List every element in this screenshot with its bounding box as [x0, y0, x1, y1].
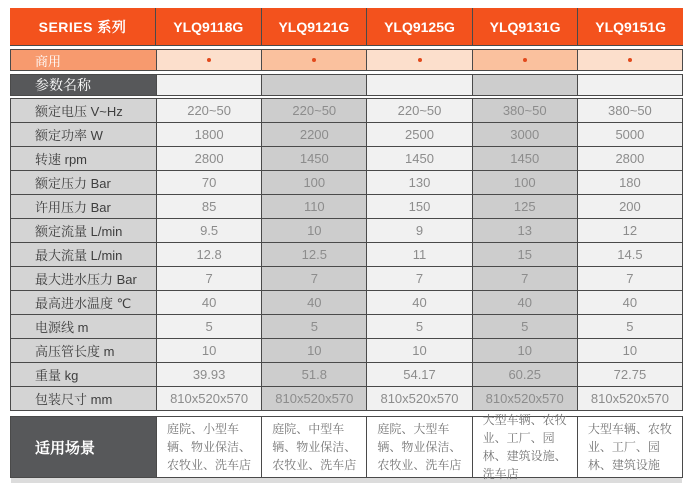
spec-value-r12-c3-text: 810x520x570 [485, 391, 564, 406]
spec-label-text: 额定电压 V~Hz [35, 104, 123, 119]
param-header-filler-1 [261, 75, 366, 95]
spec-row-2 [10, 147, 683, 171]
spec-value-r0-c1 [261, 99, 366, 122]
model-header-YLQ9151G-text: YLQ9151G [595, 18, 667, 35]
spec-value-r10-c4-text: 10 [622, 343, 638, 358]
commercial-row [10, 49, 683, 71]
spec-value-r12-c1-text: 810x520x570 [275, 391, 354, 406]
spec-value-r5-c0-text: 9.5 [200, 223, 219, 238]
spec-value-r2-c2 [366, 147, 471, 170]
series-label: SERIES 系列 [38, 18, 127, 35]
model-header-YLQ9118G [155, 8, 261, 45]
spec-label-text: 重量 kg [35, 368, 79, 383]
spec-value-r11-c3-text: 60.25 [508, 367, 541, 382]
spec-value-r1-c3 [472, 123, 577, 146]
spec-value-r5-c3 [472, 219, 577, 242]
spec-value-r6-c3 [472, 243, 577, 266]
table-bottom-shadow [11, 478, 682, 483]
spec-value-r8-c3 [472, 291, 577, 314]
spec-label-12 [11, 387, 156, 410]
scenario-cell-0-text: 庭院、小型车辆、物业保洁、农牧业、洗车店 [167, 422, 252, 472]
spec-value-r9-c0-text: 5 [205, 319, 213, 334]
spec-value-r0-c1-text: 220~50 [292, 103, 337, 118]
spec-value-r3-c3 [472, 171, 577, 194]
spec-row-1 [10, 123, 683, 147]
model-header-YLQ9131G [472, 8, 578, 45]
spec-label-text: 转速 rpm [35, 152, 88, 167]
spec-value-r7-c1 [261, 267, 366, 290]
model-header-YLQ9131G-text: YLQ9131G [489, 18, 561, 35]
scenario-cell-4 [577, 417, 682, 477]
param-header-filler-0 [156, 75, 261, 95]
spec-row-6 [10, 243, 683, 267]
spec-value-r2-c3-text: 1450 [510, 151, 540, 166]
spec-value-r12-c4 [577, 387, 682, 410]
spec-value-r12-c2 [366, 387, 471, 410]
commercial-dot-icon [418, 58, 422, 62]
scenario-label-cell [11, 417, 156, 477]
spec-value-r2-c4 [577, 147, 682, 170]
spec-value-r7-c4-text: 7 [626, 271, 634, 286]
spec-value-r10-c0 [156, 339, 261, 362]
param-header-row [10, 74, 683, 96]
spec-value-r9-c0 [156, 315, 261, 338]
spec-value-r0-c3 [472, 99, 577, 122]
spec-label-text: 额定压力 Bar [35, 176, 111, 191]
spec-value-r9-c1-text: 5 [310, 319, 318, 334]
spec-label-8 [11, 291, 156, 314]
spec-value-r6-c0-text: 12.8 [196, 247, 222, 262]
commercial-cell-2 [366, 50, 471, 70]
spec-row-12 [10, 387, 683, 411]
scenario-cell-1-text: 庭院、中型车辆、物业保洁、农牧业、洗车店 [272, 422, 357, 472]
spec-value-r7-c0-text: 7 [205, 271, 213, 286]
spec-label-text: 最大流量 L/min [35, 248, 123, 263]
scenario-cells [156, 413, 682, 481]
spec-value-r5-c2 [366, 219, 471, 242]
spec-value-r4-c4-text: 200 [619, 199, 641, 214]
spec-value-r9-c3 [472, 315, 577, 338]
spec-value-r3-c4 [577, 171, 682, 194]
spec-value-r10-c1-text: 10 [307, 343, 322, 358]
spec-value-r2-c2-text: 1450 [405, 151, 434, 166]
spec-value-r1-c1 [261, 123, 366, 146]
spec-value-r9-c1 [261, 315, 366, 338]
spec-value-r5-c1-text: 10 [307, 223, 322, 238]
param-header-filler-3 [472, 75, 577, 95]
spec-value-r7-c2 [366, 267, 471, 290]
spec-value-r4-c1 [261, 195, 366, 218]
spec-label-text: 许用压力 Bar [35, 200, 111, 215]
scenario-cell-3 [472, 413, 577, 481]
spec-value-r12-c0 [156, 387, 261, 410]
spec-value-r8-c1 [261, 291, 366, 314]
scenario-cell-2 [366, 417, 471, 477]
spec-value-r3-c2-text: 130 [408, 175, 431, 190]
spec-value-r8-c3-text: 40 [517, 295, 532, 310]
spec-value-r4-c3 [472, 195, 577, 218]
spec-row-9 [10, 315, 683, 339]
spec-label-text: 包装尺寸 mm [35, 392, 113, 407]
spec-value-r8-c2-text: 40 [412, 295, 427, 310]
spec-value-r10-c0-text: 10 [201, 343, 217, 358]
spec-value-r9-c2-text: 5 [415, 319, 424, 334]
spec-label-6 [11, 243, 156, 266]
spec-value-r8-c1-text: 40 [307, 295, 322, 310]
spec-value-r8-c0 [156, 291, 261, 314]
spec-value-r4-c1-text: 110 [303, 199, 325, 214]
spec-row-0 [10, 99, 683, 123]
spec-value-r1-c0-text: 1800 [194, 127, 224, 142]
spec-value-r2-c0-text: 2800 [194, 151, 224, 166]
spec-value-r9-c2 [366, 315, 471, 338]
spec-value-r5-c4 [577, 219, 682, 242]
spec-label-text: 最高进水温度 ℃ [35, 296, 132, 311]
spec-value-r0-c2 [366, 99, 471, 122]
param-header-cell [11, 75, 156, 95]
spec-value-r2-c1-text: 1450 [299, 151, 329, 166]
spec-value-r7-c3 [472, 267, 577, 290]
spec-value-r3-c1-text: 100 [303, 175, 326, 190]
model-header-YLQ9118G-text: YLQ9118G [173, 18, 244, 35]
spec-value-r12-c0-text: 810x520x570 [170, 391, 249, 406]
commercial-cell-1 [261, 50, 366, 70]
spec-value-r6-c0 [156, 243, 261, 266]
commercial-dot-icon [628, 58, 632, 62]
series-header-cell [10, 8, 155, 45]
commercial-label: 商用 [35, 53, 62, 69]
spec-value-r6-c1-text: 12.5 [301, 247, 327, 262]
spec-value-r10-c2-text: 10 [412, 343, 427, 358]
spec-value-r11-c0 [156, 363, 261, 386]
spec-row-7 [10, 267, 683, 291]
param-header-label: 参数名称 [35, 77, 91, 93]
spec-value-r1-c3-text: 3000 [510, 127, 540, 142]
spec-value-r2-c0 [156, 147, 261, 170]
spec-label-text: 额定功率 W [35, 128, 103, 143]
spec-label-text: 最大进水压力 Bar [35, 272, 137, 287]
spec-value-r4-c0-text: 85 [201, 199, 217, 214]
spec-value-r10-c2 [366, 339, 471, 362]
spec-label-4 [11, 195, 156, 218]
scenario-row [10, 413, 683, 481]
spec-value-r11-c1-text: 51.8 [301, 367, 327, 382]
spec-value-r4-c2 [366, 195, 471, 218]
scenario-cell-2-text: 庭院、大型车辆、物业保洁、农牧业、洗车店 [377, 422, 462, 472]
spec-label-text: 高压管长度 m [35, 344, 115, 359]
spec-value-r9-c4 [577, 315, 682, 338]
spec-row-11 [10, 363, 683, 387]
spec-value-r8-c2 [366, 291, 471, 314]
model-header-cells [155, 8, 683, 45]
spec-label-7 [11, 267, 156, 290]
spec-value-r7-c1-text: 7 [310, 271, 318, 286]
spec-value-r9-c3-text: 5 [521, 319, 529, 334]
spec-label-2 [11, 147, 156, 170]
spec-row-3 [10, 171, 683, 195]
scenario-cell-0 [156, 417, 261, 477]
spec-value-r10-c3 [472, 339, 577, 362]
spec-value-r11-c1 [261, 363, 366, 386]
spec-value-r11-c4-text: 72.75 [613, 367, 647, 382]
model-header-YLQ9125G [366, 8, 472, 45]
spec-value-r7-c4 [577, 267, 682, 290]
spec-value-r6-c1 [261, 243, 366, 266]
spec-value-r0-c3-text: 380~50 [502, 103, 547, 118]
spec-value-r9-c4-text: 5 [626, 319, 634, 334]
commercial-cell-4 [577, 50, 682, 70]
spec-value-r6-c2 [366, 243, 471, 266]
spec-value-r4-c2-text: 150 [408, 199, 431, 214]
spec-value-r5-c3-text: 13 [517, 223, 532, 238]
spec-value-r12-c4-text: 810x520x570 [590, 391, 669, 406]
spec-value-r6-c3-text: 15 [517, 247, 532, 262]
scenario-cell-4-text: 大型车辆、农牧业、工厂、园林、建筑设施 [587, 422, 672, 472]
spec-value-r11-c2-text: 54.17 [403, 367, 436, 382]
spec-value-r8-c4 [577, 291, 682, 314]
scenario-cell-3-text: 大型车辆、农牧业、工厂、园林、建筑设施、洗车店 [482, 413, 567, 481]
spec-value-r2-c4-text: 2800 [615, 151, 645, 166]
spec-value-r7-c0 [156, 267, 261, 290]
model-header-YLQ9125G-text: YLQ9125G [384, 18, 455, 35]
spec-label-10 [11, 339, 156, 362]
spec-value-r11-c3 [472, 363, 577, 386]
spec-label-5 [11, 219, 156, 242]
spec-value-r4-c3-text: 125 [513, 199, 536, 214]
spec-value-r11-c4 [577, 363, 682, 386]
spec-value-r6-c2-text: 11 [412, 247, 427, 262]
spec-value-r11-c0-text: 39.93 [192, 367, 226, 382]
spec-value-r3-c1 [261, 171, 366, 194]
commercial-dot-icon [207, 58, 211, 62]
commercial-cell-3 [472, 50, 577, 70]
commercial-label-cell [11, 50, 156, 70]
spec-value-r3-c3-text: 100 [513, 175, 536, 190]
param-header-filler-cells [156, 75, 682, 95]
spec-value-r4-c0 [156, 195, 261, 218]
spec-value-r0-c4-text: 380~50 [608, 103, 652, 118]
commercial-cell-0 [156, 50, 261, 70]
spec-value-r12-c1 [261, 387, 366, 410]
spec-row-5 [10, 219, 683, 243]
spec-value-r8-c0-text: 40 [201, 295, 217, 310]
spec-row-8 [10, 291, 683, 315]
spec-value-r0-c0-text: 220~50 [187, 103, 231, 118]
spec-value-r1-c0 [156, 123, 261, 146]
spec-value-r6-c4-text: 14.5 [617, 247, 643, 262]
spec-label-0 [11, 99, 156, 122]
spec-value-r12-c3 [472, 387, 577, 410]
spec-value-r5-c0 [156, 219, 261, 242]
spec-value-r10-c4 [577, 339, 682, 362]
spec-value-r3-c2 [366, 171, 471, 194]
spec-label-1 [11, 123, 156, 146]
spec-label-text: 电源线 m [35, 320, 89, 335]
spec-value-r2-c3 [472, 147, 577, 170]
commercial-dot-icon [312, 58, 316, 62]
param-header-filler-4 [577, 75, 682, 95]
spec-label-3 [11, 171, 156, 194]
spec-value-r0-c4 [577, 99, 682, 122]
spec-value-r3-c4-text: 180 [619, 175, 641, 190]
table-header-row [10, 8, 683, 46]
spec-value-r3-c0 [156, 171, 261, 194]
spec-value-r1-c1-text: 2200 [299, 127, 329, 142]
spec-value-r2-c1 [261, 147, 366, 170]
param-header-filler-2 [366, 75, 471, 95]
spec-value-r7-c3-text: 7 [521, 271, 529, 286]
spec-value-r6-c4 [577, 243, 682, 266]
spec-row-10 [10, 339, 683, 363]
model-header-YLQ9121G [261, 8, 367, 45]
spec-value-r7-c2-text: 7 [415, 271, 424, 286]
scenario-label: 适用场景 [35, 439, 96, 457]
spec-label-text: 额定流量 L/min [35, 224, 123, 239]
spec-value-r8-c4-text: 40 [622, 295, 638, 310]
spec-label-9 [11, 315, 156, 338]
spec-value-r1-c2-text: 2500 [405, 127, 434, 142]
spec-value-r1-c4 [577, 123, 682, 146]
spec-value-r0-c0 [156, 99, 261, 122]
spec-value-r5-c2-text: 9 [415, 223, 424, 238]
spec-value-r4-c4 [577, 195, 682, 218]
spec-value-r12-c2-text: 810x520x570 [380, 391, 459, 406]
spec-label-11 [11, 363, 156, 386]
spec-value-r10-c3-text: 10 [517, 343, 532, 358]
model-header-YLQ9151G [577, 8, 683, 45]
spec-table [10, 8, 683, 483]
spec-value-r1-c2 [366, 123, 471, 146]
spec-rows [10, 98, 683, 411]
spec-value-r10-c1 [261, 339, 366, 362]
spec-value-r1-c4-text: 5000 [615, 127, 645, 142]
spec-value-r11-c2 [366, 363, 471, 386]
spec-value-r5-c4-text: 12 [622, 223, 638, 238]
commercial-dot-cells [156, 50, 682, 70]
spec-value-r5-c1 [261, 219, 366, 242]
model-header-YLQ9121G-text: YLQ9121G [278, 18, 350, 35]
scenario-cell-1 [261, 417, 366, 477]
spec-value-r3-c0-text: 70 [201, 175, 217, 190]
spec-row-4 [10, 195, 683, 219]
commercial-dot-icon [523, 58, 527, 62]
spec-value-r0-c2-text: 220~50 [397, 103, 442, 118]
